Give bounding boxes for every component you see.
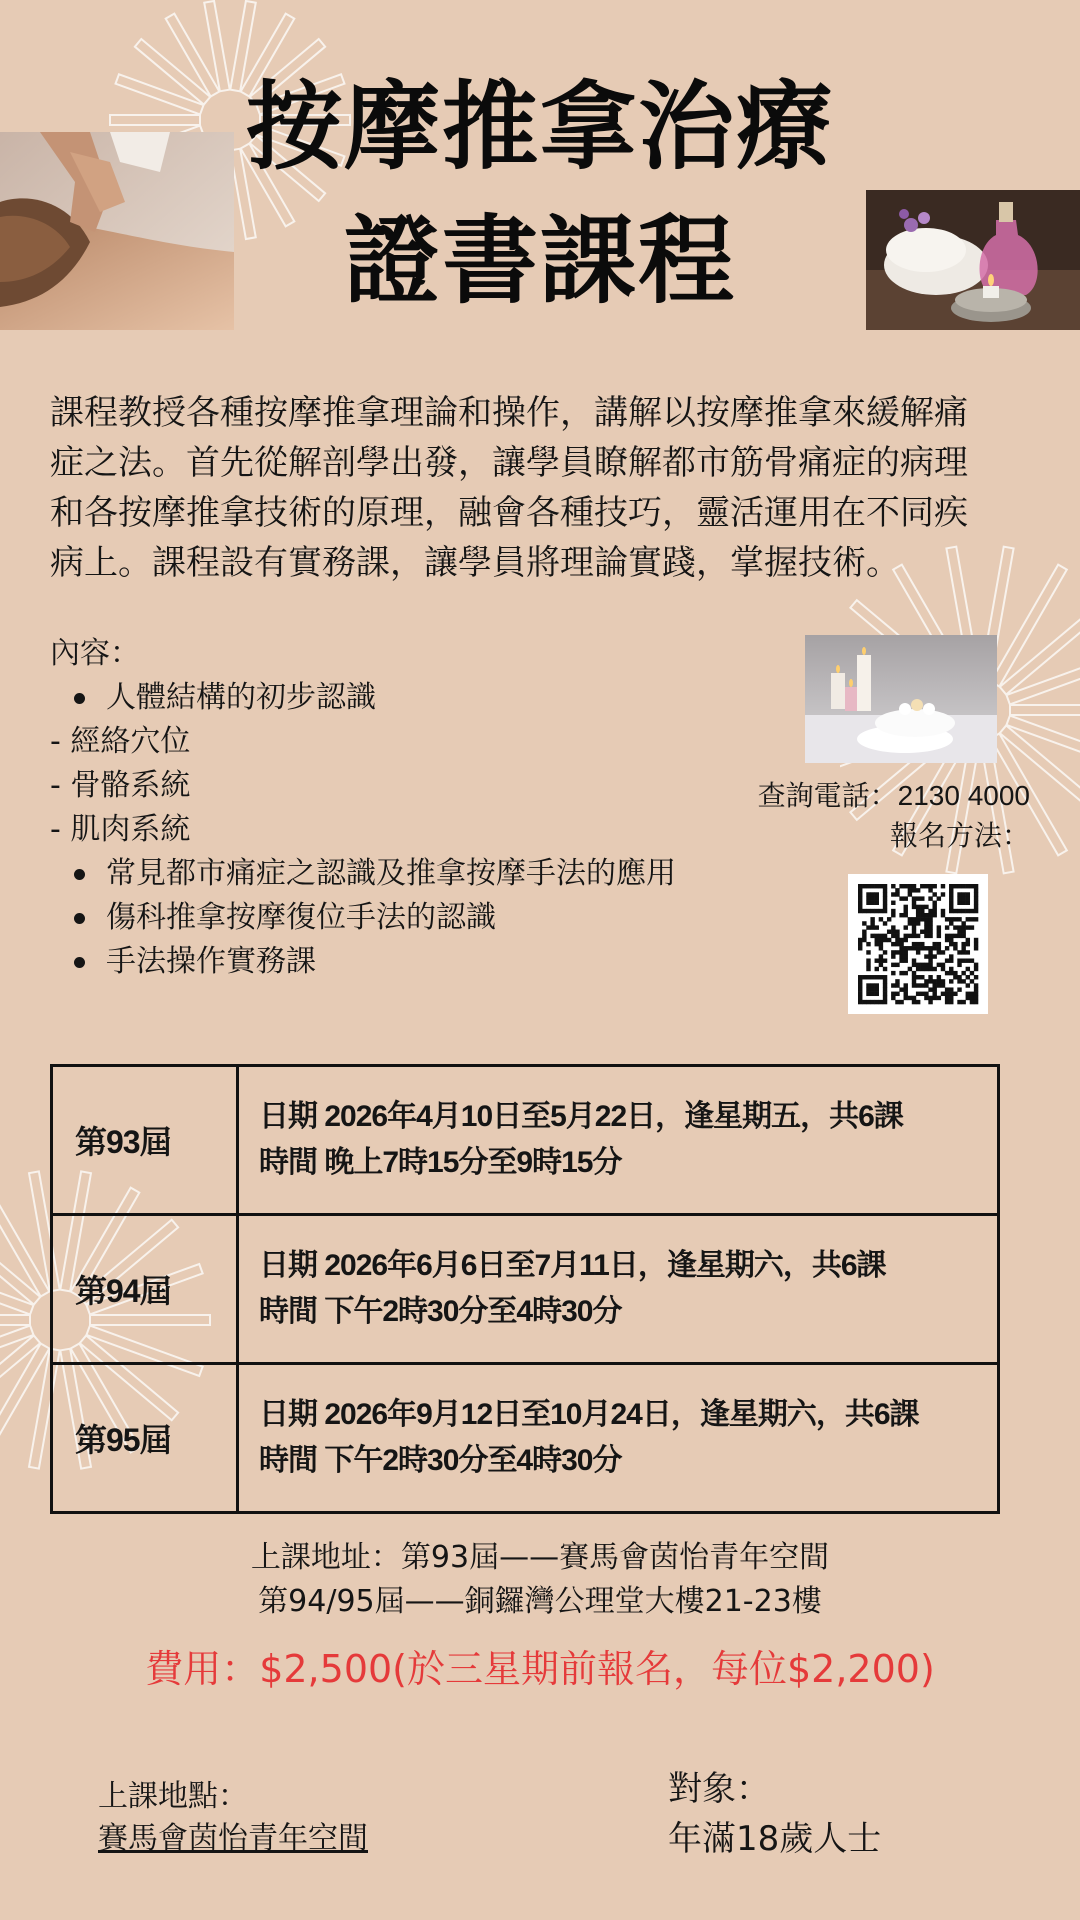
class-location <box>98 1776 368 1860</box>
list-item: - 骨骼系統 <box>50 768 191 803</box>
location-link[interactable]: 賽馬會茵怡青年空間 <box>98 1821 368 1856</box>
list-item: 傷科推拿按摩復位手法的認識 <box>50 896 750 940</box>
session-time: 時間 下午2時30分至4時30分 <box>259 1295 622 1328</box>
title-line-1: 按摩推拿治療 <box>246 71 834 183</box>
target-audience <box>668 1764 881 1864</box>
title-line-2: 證書課程 <box>344 205 736 317</box>
table-row <box>52 1066 999 1215</box>
session-label: 第95屆 <box>52 1364 238 1513</box>
list-item: - 肌肉系統 <box>50 812 191 847</box>
address-line: 第94/95屆——銅鑼灣公理堂大樓21-23樓 <box>258 1584 822 1619</box>
registration-qr-code[interactable] <box>848 874 988 1014</box>
table-row <box>52 1215 999 1364</box>
course-fee: 費用：$2,500(於三星期前報名，每位$2,200) <box>145 1647 935 1691</box>
schedule-table <box>50 1064 1000 1514</box>
table-row <box>52 1364 999 1513</box>
session-detail <box>238 1066 999 1215</box>
page-title <box>220 60 860 328</box>
content-list <box>50 632 750 984</box>
course-intro <box>50 388 1030 588</box>
massage-photo <box>0 132 234 330</box>
intro-line: 症之法。首先從解剖學出發，讓學員瞭解都市筋骨痛症的病理 <box>50 443 968 483</box>
candles-towel-photo <box>805 635 997 763</box>
registration-method-label: 報名方法： <box>889 820 1030 851</box>
session-label: 第93屆 <box>52 1066 238 1215</box>
intro-line: 病上。課程設有實務課，讓學員將理論實踐，掌握技術。 <box>50 543 900 583</box>
intro-line: 和各按摩推拿技術的原理，融會各種技巧，靈活運用在不同疾 <box>50 493 968 533</box>
target-value: 年滿18歲人士 <box>668 1819 882 1859</box>
content-heading: 內容： <box>50 636 140 671</box>
session-date: 日期 2026年9月12日至10月24日，逢星期六，共6課 <box>259 1398 919 1431</box>
list-item: - 經絡穴位 <box>50 724 191 759</box>
location-label: 上課地點： <box>98 1779 248 1814</box>
target-label: 對象： <box>668 1769 770 1809</box>
list-item: 手法操作實務課 <box>50 940 750 984</box>
session-detail <box>238 1364 999 1513</box>
session-detail <box>238 1215 999 1364</box>
session-date: 日期 2026年6月6日至7月11日，逢星期六，共6課 <box>259 1249 886 1282</box>
session-label: 第94屆 <box>52 1215 238 1364</box>
list-item: 常見都市痛症之認識及推拿按摩手法的應用 <box>50 852 750 896</box>
intro-line: 課程教授各種按摩推拿理論和操作，講解以按摩推拿來緩解痛 <box>50 393 968 433</box>
spa-towel-photo <box>866 190 1080 330</box>
contact-info <box>720 776 1030 856</box>
address-line: 上課地址：第93屆——賽馬會茵怡青年空間 <box>250 1540 830 1575</box>
session-time: 時間 下午2時30分至4時30分 <box>259 1444 622 1477</box>
class-address <box>0 1536 1080 1624</box>
list-item: 人體結構的初步認識 <box>50 676 750 720</box>
session-time: 時間 晚上7時15分至9時15分 <box>259 1146 622 1179</box>
session-date: 日期 2026年4月10日至5月22日，逢星期五，共6課 <box>259 1100 903 1133</box>
inquiry-phone: 查詢電話：2130 4000 <box>757 780 1030 811</box>
